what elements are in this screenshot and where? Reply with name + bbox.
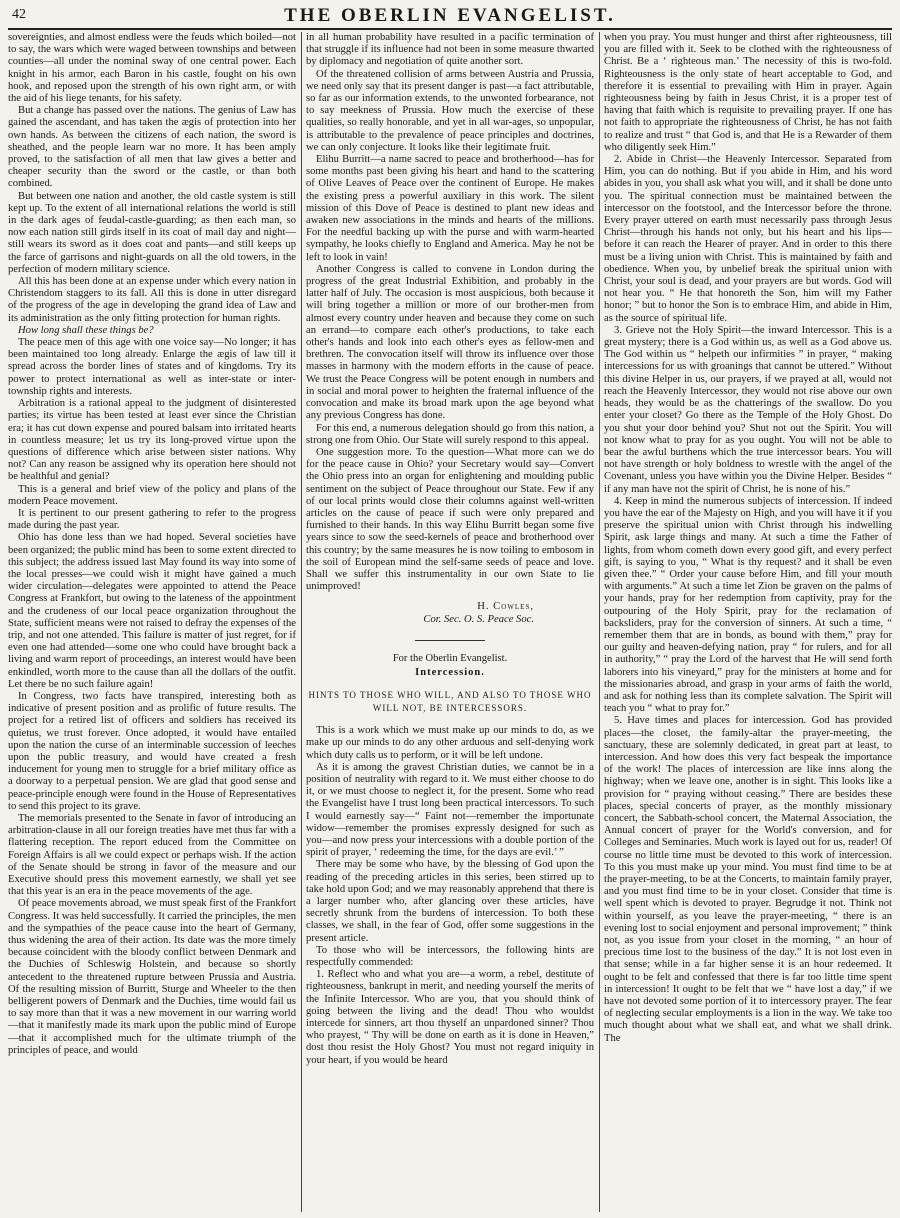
page-header xyxy=(8,4,892,30)
page-number: 42 xyxy=(12,7,26,22)
paragraph-question: How long shall these things be? xyxy=(18,324,154,336)
paragraph: 4. Keep in mind the numerous subjects of intercession. If indeed you have the ear of the Majesty on High, and you will have it if you preserve the spiritual union with Christ through his indwelling Spirit, ask large things and many. At such a time the Father of lights, from whom cometh down every good gift, and every perfect gift, is saying to you, “ What is thy request? and it shall be even given thee.” “ Order your cause before Him, and fill your mouth with arguments.” At such a time let Zion be graven on the palms of your hands, pray for her redemption from captivity, pray for the outpouring of the Holy Spirit, pray for the reclamation of backsliders, pray for the conversion of sinners. At such a time, “ remember them that are in bonds, as bound with them,” pray for our guilty and heaven-defying nation, pray “ for rulers, and for all in authority,” “ pray the Lord of the harvest that He will send forth laborers into his vineyard,” pray for the ministers at home and for the missionaries abroad, and grasp in your arms of faith the world, and ask for nothing less than its complete salvation. The Spirit will teach you “ what to pray for.” xyxy=(604,495,892,715)
paragraph: 2. Abide in Christ—the Heavenly Intercessor. Separated from Him, you can do nothing. But if you abide in Him, and his word abides in you, you shall ask what you will, and it shall be done unto you. The spiritual connection must be maintained between the intercessor on the footstool, and the Intercessor before the throne. Every prayer uttered on earth must necessarily pass through Jesus Christ—through his hands not only, but his heart and his lips—before it can reach the Hearer of prayer. And in order to this there must be a living union with Christ. This is maintained by faith and obedience. When you, by unbelief break the spiritual union with Christ, your soul is dead, and your prayers are but words. God will not hear you. “ He that honoreth the Son, him will my Father honor; ” but to honor the Son is to embrace Him, and abide in Him, as the source of spiritual life. xyxy=(604,154,892,324)
paragraph: 5. Have times and places for intercession. God has provided places—the closet, the family-altar the prayer-meeting, the sanctuary, these are solemnly dedicated, in great part at least, to intercession. And how does this very fact bespeak the importance of the work! The places of intercession are like inns along the highway; when we leave one, another is in sight. This looks like a provision for “ praying without ceasing.” There are besides these places, special concerts of prayer, as the monthly missionary concert, the Sabbath-school concert, the Maternal Association, the Annual concert of prayer for the World's conversion, and for Colleges and Seminaries. Much work is layed out for us, reader! Of course no little time must be devoted to this work of intercession. To this you must make up your mind. You must find time to be at the prayer-meeting, to be at the Concerts, to maintain family prayer, and you must find time to be in your closet. Consider that time is well spent which is devoted to prayer. Begrudge it not. Think not within yourself, as you leave the prayer-meeting, “ there is an evening lost to social enjoyment and personal improvement; ” think not, as you issue from your closet in the morning, “ an hour of precious time lost to the business of the day.” It is not lost even in that sense; while in a far higher sense it is an hour redeemed. It ought to be felt and confessed that there is far too little time spent in intercession! It ought to be felt that we “ have lost a day,” if we have not devoted some portion of it to intercessory prayer. The fear of neglecting secular employments is a lion in the way. We take too much thought about what we shall eat, and what we shall drink. The xyxy=(604,715,892,1044)
paragraph: Another Congress is called to convene in London during the progress of the great Industrial Exhibition, and probably in the latter half of July. The occasion is most auspicious, both because it will bring together a million or more of our brother-men from almost every country under heaven and because they come on such an errand—to compare each other's productions, to take each other's hands and look into each other's eyes as fellow-men and brethren. The convocation itself will throw its influence over those masses in harmony with the modern efforts in the cause of peace. We trust the Peace Congress will be potent enough in numbers and in social and moral power to heighten the fraternal influence of the convocation and make its broad mark upon the age beyond what any previous Congress has done. xyxy=(306,263,594,422)
paragraph: Ohio has done less than we had hoped. Several societies have been organized; the public mind has been to some extent directed to this subject; the address issued last May found its way into some of the local presses—we could wish it might have gained a much wider circulation—delegates were appointed to attend the Peace Congress at Frankfort, but owing to the lateness of the appointment and the crudeness of our local peace organization throughout the State, sufficient means were not raised to defray the expenses of the trip, and not one attended. This failure is matter of just regret, for if even one had attended—some one who could have brought back a living and warm report of proceedings, an interest would have been enkindled, worth more to the cause than all the dollars of the outfit. Let there be no such failure again! xyxy=(8,532,296,690)
column-rule xyxy=(599,32,600,1212)
paragraph: 3. Grieve not the Holy Spirit—the inward Intercessor. This is a great mystery; there is a God within us, as well as a God above us. The God within us “ helpeth our infirmities ” in prayer, “ making intercessions for us with groanings that cannot be uttered.” Without this divine Helper in us, our prayers, if we prayed at all, would not reach the Heavenly Intercessor, they would not rise above our own heads, they would be as the chatterings of the swallow. Do you enter your closet? Go there as the Temple of the Holy Ghost. Do you shut your door behind you? Shut not out the Spirit. You will not know what to pray for as you ought. You will not be able to bear the awful burthens which the true intercessor bears. You will not have strength or holy boldness to wrestle with the angel of the Covenant, unless you have within you the Divine Helper. Besides “ if any man have not the spirit of Christ, he is none of his.” xyxy=(604,324,892,495)
section-subtitle: HINTS TO THOSE WHO WILL, AND ALSO TO THOSE WHO WILL NOT, BE INTERCESSORS. xyxy=(308,690,592,714)
paragraph: 1. Reflect who and what you are—a worm, a rebel, destitute of righteousness, bankrupt in merit, and needing yourself the merits of the Infinite Intercessor. Who are you, that you should think of going between the living and the dead! Thou who wouldst intercede for sinners, art thou thyself an unpardoned sinner? Thou who prayest, “ Thy will be done on earth as it is done in Heaven,” dost thou resist the Holy Ghost? You must not regard iniquity in your heart, if you would be heard xyxy=(306,969,594,1066)
paragraph: This is a general and brief view of the policy and plans of the modern Peace movement. xyxy=(8,483,296,507)
paragraph: The memorials presented to the Senate in favor of introducing an arbitration-clause in all our foreign treaties have met thus far with a flattering reception. The report educed from the Committee on Foreign Affairs is all we could expect or perhaps wish. If the action of the Senate should be strong in favor of the measure and our Executive should press this movement earnestly, we shall yet see that this year is an era in the peace movements of the age. xyxy=(8,813,296,898)
paragraph: In Congress, two facts have transpired, interesting both as indicative of present position and as prolific of future results. The project for a retired list of officers and soldiers has received its quietus, we trust forever. Once adopted, it would have entailed upon the nation the curse of an interminable succession of leeches upon the public treasury, and would have created a fresh inducement for young men to struggle for a brief military office as a doorway to a perpetual pension. We are glad that good sense and peace-principle enough were found in the House of Representatives to send this project to its grave. xyxy=(8,690,296,812)
paragraph: All this has been done at an expense under which every nation in Christendom staggers to its fall. All this is done in utter disregard of the progress of the age in developing the grand idea of Law and its administration as the only fitting protection for human rights. xyxy=(8,276,296,324)
signature-name: H. Cowles, xyxy=(477,601,534,613)
paragraph: For this end, a numerous delegation should go from this nation, a strong one from Ohio. Our State will surely respond to this appeal. xyxy=(306,422,594,446)
column-1 xyxy=(8,32,296,1212)
paragraph: To those who will be intercessors, the following hints are respectfully commended: xyxy=(306,944,594,969)
article-columns xyxy=(8,32,892,1212)
paragraph: Of the threatened collision of arms between Austria and Prussia, we need only say that its present danger is past—a fact attributable, so far as our information extends, to the unwonted forbearance, not to say meekness of Prussia. How much the exercise of these qualities, so really honorable, and yet in all war-ages, so unpopular, is attributable to the prevalence of peace principles and doctrines, we can only conjecture. It looks like their legitimate fruit. xyxy=(306,68,594,153)
paragraph: The peace men of this age with one voice say—No longer; it has been maintained too long already. Enlarge the ægis of law till it spread across the border lines of states and of kingdoms. Try its power to protect international as well as inter-state or inter-township rights and interests. xyxy=(8,337,296,397)
paragraph: sovereignties, and almost endless were the feuds which boiled—not to say, the wars which were waged between townships and between counties—all under the nominal sway of one central power. Each knight in his armor, each Baron in his castle, fought on his own hook, and reposed upon the strength of his own right arm, or with the aid of his liege tenants, for his safety. xyxy=(8,32,296,105)
paragraph: Arbitration is a rational appeal to the judgment of disinterested parties; its virtue has been tested at least ever since the Christian era; it has cut down expense and poured balsam into irritated hearts in countless measure; let us try its long-proved virtue upon the questions of difference which arise between sister nations. Why not? Can any reason be assigned why its operation here should not be healthful and genial? xyxy=(8,398,296,483)
paragraph: As it is among the gravest Christian duties, we cannot be in a position of neutrality with regard to it. We must either choose to do it, or we must choose to neglect it, for the present. Some who read the Evangelist have I trust long been practical intercessors. To such I would earnestly say—“ Faint not—remember the importunate widow—remember the promises expressly designed for such as you—and now press your intercessions with a double portion of the spirit of prayer, ‘ redeeming the time, for the days are evil.’ ” xyxy=(306,761,594,859)
paragraph: Elihu Burritt—a name sacred to peace and brotherhood—has for some months past been giving his heart and hand to the scattering of Olive Leaves of Peace over the continent of Europe. He makes the existing press a powerful auxiliary in this work. The silent mission of this Dove of Peace is destined to plant new ideas and awaken new associations in the minds and hearts of the millions. For the needful backing up with the purse and with warm-hearted sympathy, he looks chiefly to England and America. May he not be left to look in vain! xyxy=(306,154,594,263)
column-rule xyxy=(301,32,302,1212)
signature-title: Cor. Sec. O. S. Peace Soc. xyxy=(423,613,534,625)
paragraph: in all human probability have resulted in a pacific termination of that struggle if its influence had not been in some measure thwarted by diplomacy and negotiation of quite another sort. xyxy=(306,32,594,68)
signature xyxy=(306,601,594,625)
paragraph: It is pertinent to our present gathering to refer to the progress made during the past year. xyxy=(8,507,296,532)
paragraph: Of peace movements abroad, we must speak first of the Frankfort Congress. It was held successfully. It carried the principles, the men and the sympathies of the peace cause into the heart of Germany, thus widening the area of their action. Its date was the more timely because coincident with the bloody conflict between Denmark and the Duchies of Schleswig Holstein, and because so shortly antecedent to the threatened rupture between Prussia and Austria. Of the resulting mission of Burritt, Sturge and Wheeler to the then belligerent powers of Denmark and the Duchies, time would fail us to say more than that it was a new movement in our warring world—that it manifestly made its mark upon the public mind of Europe—that it accomplished much for the ultimate triumph of the principles of peace, and would xyxy=(8,898,296,1056)
article-separator xyxy=(415,640,485,641)
paragraph: This is a work which we must make up our minds to do, as we make up our minds to do any other arduous and self-denying work which duty calls us to perform, or it will be left undone. xyxy=(306,725,594,761)
paragraph: There may be some who have, by the blessing of God upon the reading of the preceding articles in this series, been stirred up to take hold upon God; and we may reasonably apprehend that there is a larger number who, after glancing over these articles, have secretly shrunk from the burdens of intercession. To both these classes, we shall, in the fear of God, offer some suggestions in the present article. xyxy=(306,859,594,944)
paragraph: when you pray. You must hunger and thirst after righteousness, till you are filled with it. Seek to be clothed with the righteousness of Christ. Be a ‘ righteous man.’ The necessity of this is two-fold. Righteousness is the only state of heart acceptable to God, and therefore it is essential to prevailing with Him in prayer. Again righteousness being by faith in Jesus Christ, it is a proper test of having that faith which is requisite to prevailing prayer. If one has not faith to appropriate the righteousness of Christ, he has not faith to realize and trust “ that God is, and that He is a Rewarder of them who diligently seek Him.” xyxy=(604,32,892,153)
paragraph: One suggestion more. To the question—What more can we do for the peace cause in Ohio? your Secretary would say—Convert the Ohio press into an organ for enlightening and moulding public sentiment on the subject of Peace throughout our State. Few if any of our local prints would close their columns against well-written articles on the cause of peace if such were only prepared and furnished to their hands. In this way Elihu Burritt began some five years since to sow the seed-kernels of peace and brotherhood over this country; by the same measures he is now toiling to embosom in the soil of European mind the self-same seeds of peace and love. Shall we suffer this instrumentality in our own State to lie unimproved! xyxy=(306,446,594,593)
paragraph: But a change has passed over the nations. The genius of Law has gained the ascendant, and has taken the ægis of protection into her own hands. As between the citizens of each nation, the sword is sheathed, and the people learn war no more. It has been amply proved, to the satisfaction of all men that law gives a better and cheaper security than the sword or the castle, or than both combined. xyxy=(8,105,296,190)
section-title: Intercession. xyxy=(415,666,485,678)
masthead: THE OBERLIN EVANGELIST. xyxy=(284,5,616,26)
column-2 xyxy=(306,32,594,1212)
section-source-line: For the Oberlin Evangelist. xyxy=(392,652,508,664)
column-3 xyxy=(604,32,892,1212)
paragraph: But between one nation and another, the old castle system is still kept up. To the extent of all international relations the world is still in the dark ages of feudal-castle-guarding; as then each man, so now each nation still girds itself in its coat of mail day and night—still wears its sword as it does coat and pants—and still keeps up the farce of garrisons and night-guards on all the old towers, in the perfection of modern military science. xyxy=(8,190,296,275)
